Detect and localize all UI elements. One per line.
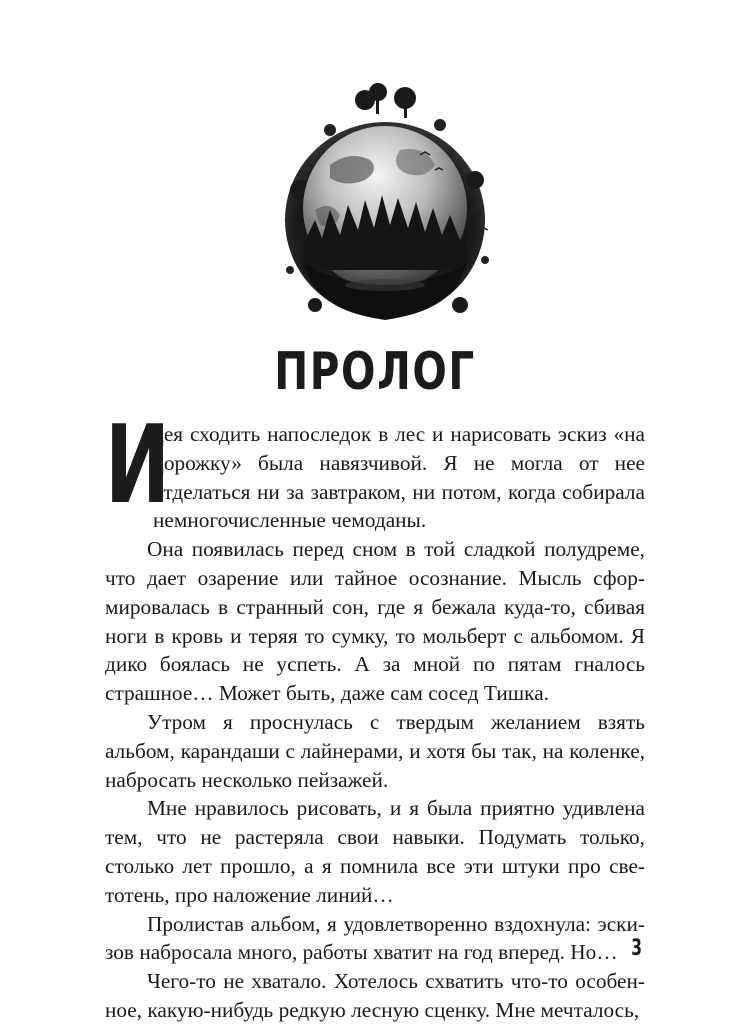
paragraph: Чего-то не хватало. Хотелось схватить что-то особенное, какую-нибудь редкую лесную сценку. Мне мечталось, [105, 969, 645, 1022]
forest-globe-icon [270, 70, 500, 340]
chapter-title: ПРОЛОГ [274, 342, 476, 402]
paragraph: Она появилась перед сном в той сладкой полудреме, что дает озарение или тайное осознание. Мысль сформировалась в странный сон, где я бежала куда-то, сбивая ноги в кровь и теряя то сумку, то мольберт с альбомом. Я дико боялась не успеть. А за мной по пятам гналось страшное… Может быть, даже сам сосед Тишка. [105, 537, 645, 706]
paragraph-text: дея сходить напоследок в лес и нарисовать эскиз «на дорожку» была навязчивой. Я не могла от нее отделаться ни за завтраком, ни потом, когда собирала немногочисленные чемоданы. [153, 422, 645, 533]
paragraph [105, 403, 645, 535]
paragraph: Мне нравилось рисовать, и я была приятно удивлена тем, что не растеряла свои навыки. Подумать только, столько лет прошло, а я помнила все эти штуки про светотень, про наложение линий… [105, 796, 645, 907]
body-text [105, 403, 645, 1025]
page-number: 3 [631, 936, 643, 961]
forest-globe-illustration [270, 70, 500, 340]
paragraph: Пролистав альбом, я удовлетворенно вздохнула: эскизов набросала много, работы хватит на год вперед. Но… [105, 911, 645, 965]
drop-cap: И [105, 403, 171, 528]
paragraph: Утром я проснулась с твердым желанием взять альбом, карандаши с лайнерами, и хотя бы так, на коленке, набросать несколько пейзажей. [105, 709, 645, 792]
